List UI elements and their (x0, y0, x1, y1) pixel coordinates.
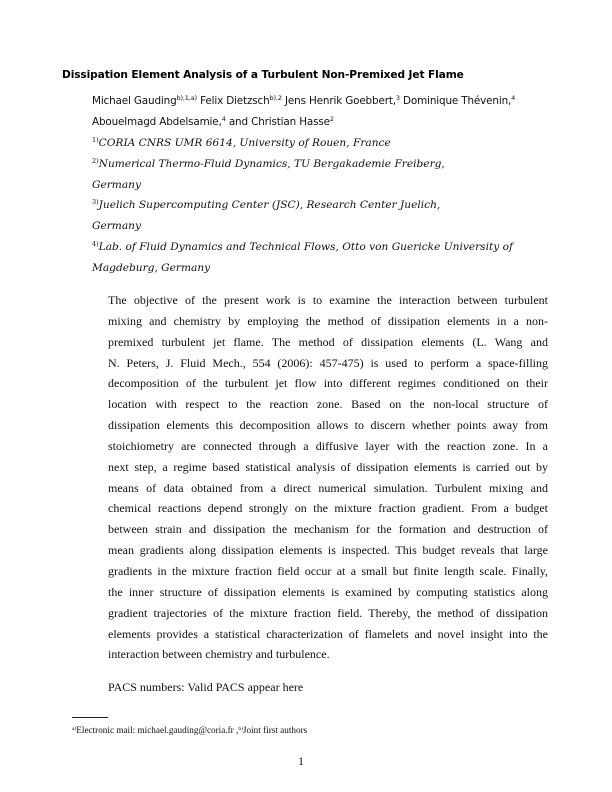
affiliation-text: Lab. of Fluid Dynamics and Technical Flows, Otto von Guericke University of (98, 240, 513, 253)
abstract-line: next step, a regime based statistical analysis of dissipation elements is carried out by (108, 459, 548, 474)
author-line-1 (92, 91, 562, 112)
author-affiliation-mark: 2 (329, 114, 334, 123)
abstract-line: between strain and dissipation the mechanism for the formation and destruction of (108, 522, 548, 537)
affiliation-list (92, 133, 562, 279)
affiliation-4-cont: Magdeburg, Germany (92, 261, 211, 274)
footnote-mark: b) (238, 726, 243, 732)
abstract-line: mixing and chemistry by employing the method of dissipation elements in a non- (108, 313, 548, 328)
abstract-line: premixed turbulent jet flame. The method of dissipation elements (L. Wang and (108, 334, 548, 349)
affiliation-mark: 4) (92, 239, 99, 248)
author-name: Jens Henrik Goebbert, (281, 95, 396, 107)
affiliation-1 (92, 133, 562, 154)
affiliation-mark: 1) (92, 136, 99, 144)
affiliation-2-cont: Germany (92, 178, 141, 191)
author-name: and Christian Hasse (225, 115, 330, 128)
footnote-text: Electronic mail: michael.gauding@coria.fr , (76, 725, 239, 735)
author-affiliation-mark: 4 (511, 94, 516, 102)
pacs-numbers: PACS numbers: Valid PACS appear here (108, 680, 304, 694)
footnote (72, 724, 307, 736)
abstract-line: N. Peters, J. Fluid Mech., 554 (2006): 457-475) is used to perform a space-filling (108, 355, 548, 370)
abstract-line: mean gradients along dissipation elements is inspected. This budget reveals that large (108, 543, 548, 558)
affiliation-3-cont: Germany (92, 220, 141, 233)
abstract-line: chemical reactions depend strongly on the mixture fraction gradient. From a budget (108, 501, 548, 516)
author-line-2 (92, 112, 562, 133)
author-name: Felix Dietzsch (196, 95, 270, 107)
paper-title: Dissipation Element Analysis of a Turbulent Non-Premixed Jet Flame (62, 69, 464, 81)
abstract-line: location with respect to the reaction zone. Based on the non-local structure of (108, 397, 548, 412)
author-affiliation-mark: 3 (395, 94, 400, 102)
author-name: Abouelmagd Abdelsamie, (92, 115, 222, 128)
abstract-line: means of data obtained from a direct numerical simulation. Turbulent mixing and (108, 480, 548, 495)
author-name: Dominique Thévenin, (399, 95, 512, 107)
abstract-line: the inner structure of dissipation elements is examined by computing statistics along (108, 584, 548, 599)
abstract (108, 290, 548, 665)
abstract-line: interaction between chemistry and turbulence. (108, 647, 330, 662)
affiliation-text: Juelich Supercomputing Center (JSC), Research Center Juelich, (98, 199, 441, 212)
abstract-line: dissipation elements this decomposition allows to discern whether points away from (108, 418, 548, 433)
affiliation-text: CORIA CNRS UMR 6614, University of Rouen, France (98, 137, 391, 149)
author-affiliation-mark: b), (269, 94, 278, 102)
author-name: Michael Gauding (92, 95, 177, 107)
author-affiliation-mark: 4 (221, 114, 226, 123)
author-affiliation-mark: 2 (277, 94, 282, 102)
abstract-line: elements provides a statistical characterization of flamelets and novel insight into the (108, 626, 548, 641)
author-affiliation-mark: b),1,a) (176, 94, 197, 102)
author-list (92, 91, 562, 133)
abstract-line: stoichiometry are connected through a diffusive layer with the reaction zone. In a (108, 438, 548, 453)
affiliation-2 (92, 154, 562, 175)
abstract-line: decomposition of the turbulent jet flow into different regimes conditioned on their (108, 376, 548, 391)
abstract-line: gradients in the mixture fraction field occur at a small but finite length scale. Finally, (108, 563, 548, 578)
abstract-line: gradient trajectories of the mixture fraction field. Thereby, the method of dissipation (108, 605, 548, 620)
footnote-text: Joint first authors (242, 725, 308, 735)
page-number: 1 (298, 754, 304, 768)
footnote-rule (72, 717, 108, 718)
affiliation-3 (92, 195, 562, 216)
affiliation-mark: 2) (92, 156, 99, 165)
footnote-mark: a) (72, 726, 77, 732)
abstract-line: The objective of the present work is to examine the interaction between turbulent (108, 293, 548, 307)
affiliation-4 (92, 237, 562, 258)
affiliation-mark: 3) (92, 198, 99, 207)
affiliation-text: Numerical Thermo-Fluid Dynamics, TU Bergakademie Freiberg, (98, 157, 445, 170)
